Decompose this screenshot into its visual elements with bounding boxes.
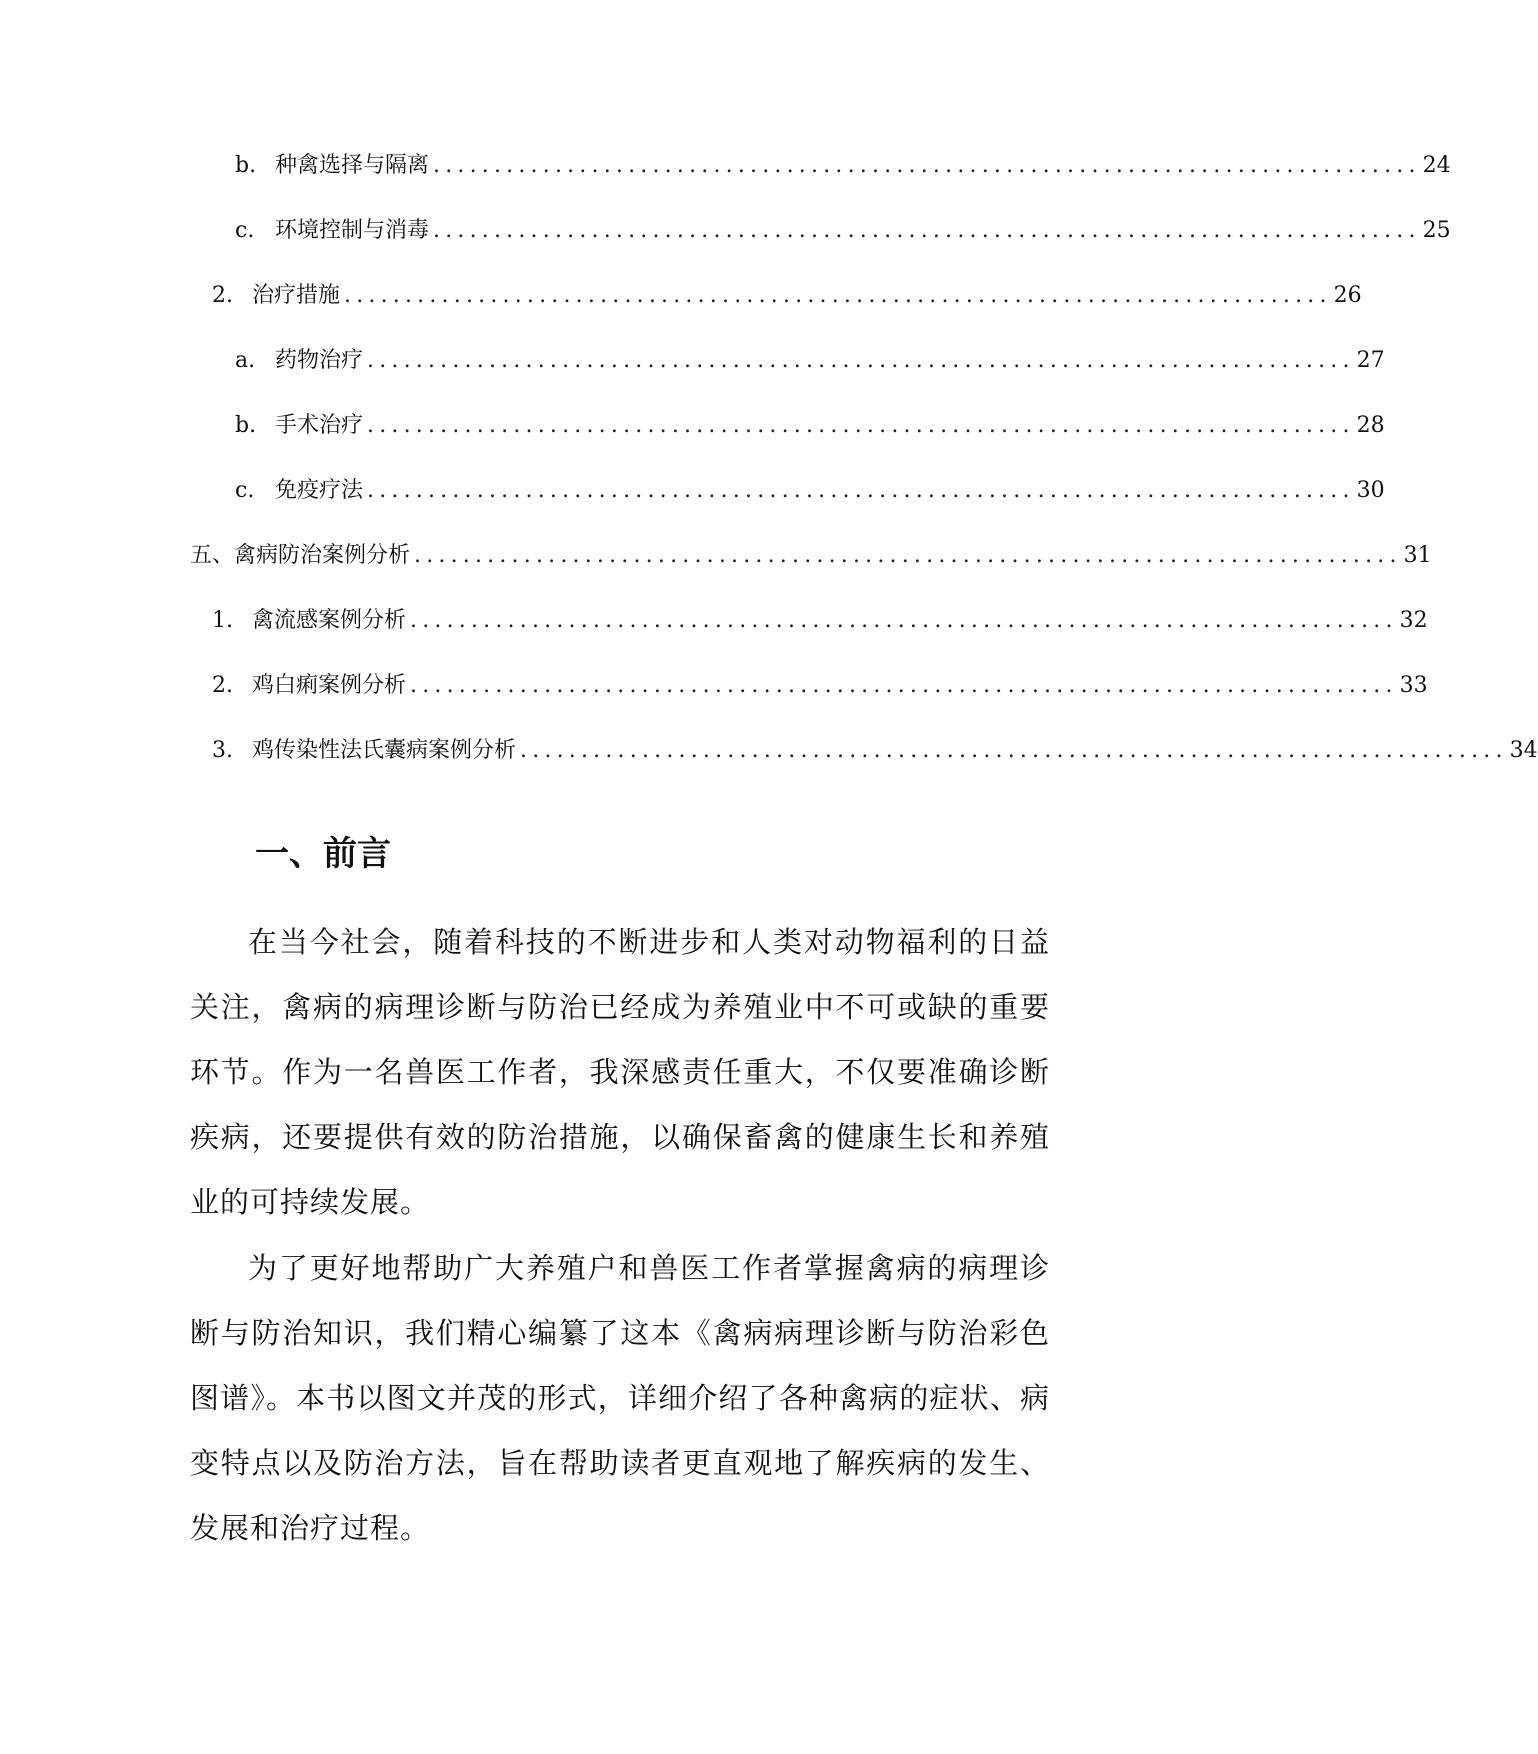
toc-entry-number: 3. [212,738,233,763]
toc-entry-number: c. [235,218,255,243]
toc-entry-title: 手术治疗 [275,413,364,438]
toc-label [235,341,363,381]
toc-leader-dots: ................................................................................. [433,153,1421,178]
toc-entry[interactable] [235,471,1385,511]
toc-leader-dots: ................................................................................. [520,738,1508,763]
toc-entry-page: 24 [1422,153,1451,178]
toc-label [212,666,406,706]
toc-label [235,471,363,511]
toc-entry-page: 25 [1422,218,1451,243]
toc-entry[interactable] [190,536,1432,576]
toc-entry-page: 30 [1356,478,1385,503]
body-paragraph: 为了更好地帮助广大养殖户和兽医工作者掌握禽病的病理诊断与防治知识，我们精心编纂了这本《禽病病理诊断与防治彩色图谱》。本书以图文并茂的形式，详细介绍了各种禽病的症状、病变特点以及防治方法，旨在帮助读者更直观地了解疾病的发生、发展和治疗过程。 [190,1251,1050,1545]
toc-entry-title: 鸡白痢案例分析 [252,673,407,698]
toc-entry-title: 治疗措施 [252,283,341,308]
toc-entry-page: 32 [1399,608,1428,633]
toc-entry-title: 种禽选择与隔离 [275,153,430,178]
toc-entry-number: c. [235,478,255,503]
toc-leader-dots: ................................................................................. [344,283,1332,308]
toc-leader-dots: ................................................................................. [367,348,1355,373]
toc-entry-number: 1. [212,608,233,633]
toc-label [235,211,429,251]
toc-entry[interactable] [212,666,1428,706]
toc-entry-number: 2. [212,283,233,308]
toc-entry[interactable] [235,406,1385,446]
toc-entry-title: 鸡传染性法氏囊病案例分析 [252,738,517,763]
body-paragraph: 在当今社会，随着科技的不断进步和人类对动物福利的日益关注，禽病的病理诊断与防治已经成为养殖业中不可或缺的重要环节。作为一名兽医工作者，我深感责任重大，不仅要准确诊断疾病，还要提供有效的防治措施，以确保畜禽的健康生长和养殖业的可持续发展。 [190,925,1050,1219]
toc-entry[interactable] [212,601,1428,641]
toc-entry-title: 免疫疗法 [275,478,364,503]
toc-entry-page: 28 [1356,413,1385,438]
section-heading: 一、前言 [255,834,391,874]
toc-leader-dots: ................................................................................. [433,218,1421,243]
toc-entry-page: 34 [1509,738,1538,763]
toc-entry[interactable] [235,146,1451,186]
toc-entry[interactable] [235,211,1451,251]
toc-entry-number: b. [235,153,257,178]
toc-label [235,406,363,446]
toc-entry-number: a. [235,348,256,373]
toc-entry[interactable] [212,731,1538,771]
toc-entry-page: 33 [1399,673,1428,698]
toc-leader-dots: ................................................................................. [410,673,1398,698]
toc-entry[interactable] [235,341,1385,381]
toc-entry-number: 2. [212,673,233,698]
toc-leader-dots: ................................................................................. [367,478,1355,503]
toc-entry-title: 环境控制与消毒 [275,218,430,243]
toc-label [212,731,516,771]
toc-entry-page: 27 [1356,348,1385,373]
toc-entry-page: 26 [1333,283,1362,308]
toc-entry-page: 31 [1403,543,1432,568]
toc-label [212,601,406,641]
toc-label [190,536,410,576]
toc-entry[interactable] [212,276,1362,316]
toc-label [235,146,429,186]
toc-entry-title: 药物治疗 [275,348,364,373]
toc-entry-number: b. [235,413,257,438]
toc-entry-title: 五、禽病防治案例分析 [190,543,411,568]
toc-leader-dots: ................................................................................. [367,413,1355,438]
toc-leader-dots: ................................................................................. [410,608,1398,633]
toc-label [212,276,340,316]
toc-leader-dots: ................................................................................. [414,543,1402,568]
toc-entry-title: 禽流感案例分析 [252,608,407,633]
